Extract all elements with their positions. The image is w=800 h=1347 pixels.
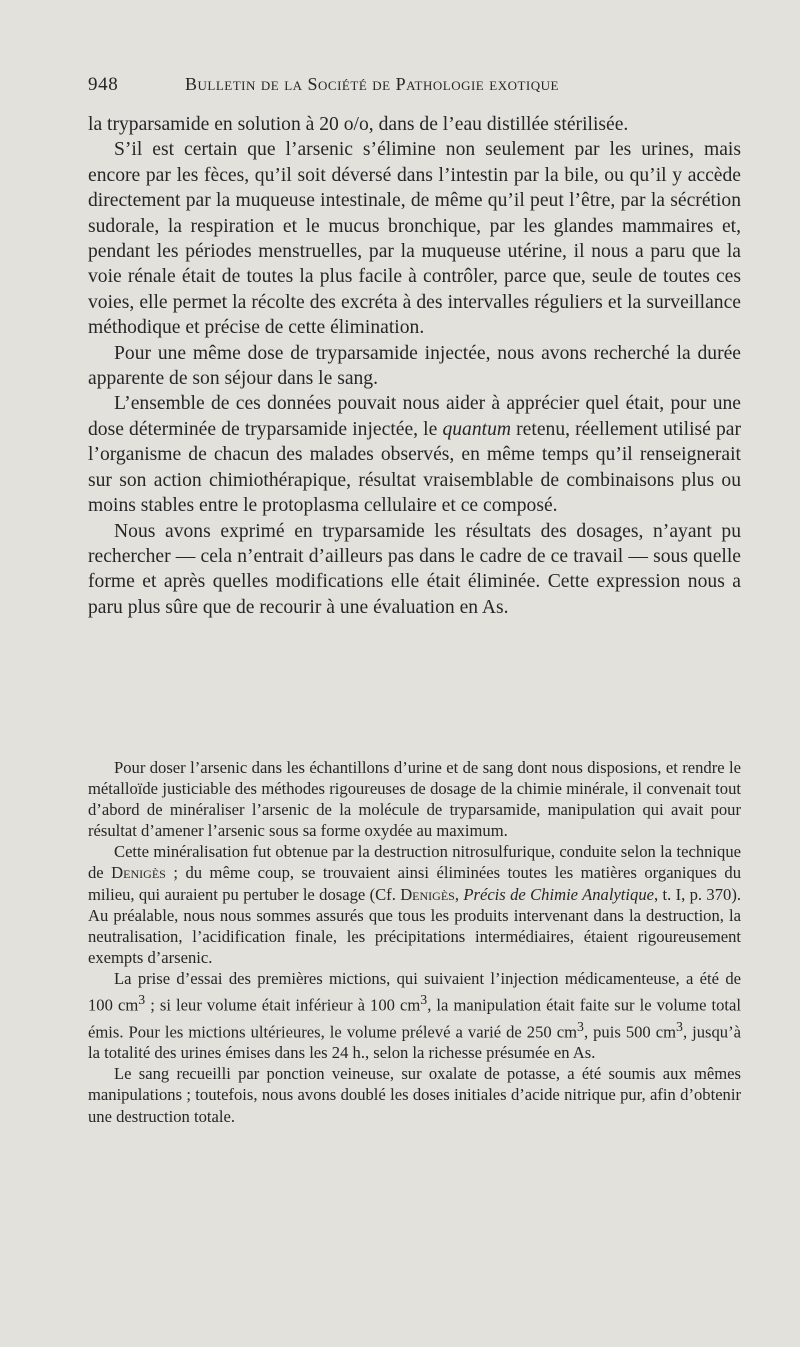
author-name: Denigès xyxy=(111,863,166,883)
paragraph: La prise d’essai des premières mictions, qui suivaient l’injection médicamenteuse, a été de 100 $cm^3$ ; si leur volume était inférieur à 100 $cm^3$, la manipulation était faite sur le volume total émis. Pour les mictions ultérieures, le volume prélevé a varié de 250 $cm^3$, puis 500 $cm^3$, jusqu’à la totalité des urines émises dans les 24 h., selon la richesse présumée en As. xyxy=(88,968,742,1063)
italic-term: quantum xyxy=(442,418,512,440)
page-header xyxy=(88,74,738,98)
author-name: Denigès xyxy=(400,884,455,904)
page-number: 948 xyxy=(88,74,119,95)
paragraph: Pour doser l’arsenic dans les échantillons d’urine et de sang dont nous disposions, et rendre le métalloïde justiciable des méthodes rigoureuses de dosage de la chimie minérale, il convenait tout d’abord de minéraliser l’arsenic de la molécule de tryparsamide, manipulation qui avait pour résultat d’amener l’arsenic sous sa forme oxydée au maximum. xyxy=(88,758,741,841)
methods-text xyxy=(88,757,741,1127)
paragraph: Pour une même dose de tryparsamide injectée, nous avons recherché la durée apparente de son séjour dans le sang. xyxy=(88,342,741,390)
paragraph: L’ensemble de ces données pouvait nous aider à apprécier quel était, pour une dose déterminée de tryparsamide injectée, le quantum retenu, réellement utilisé par l’organisme de chacun des malades observés, en même temps qu’il renseignerait sur son action chimiothérapique, résultat vraisemblable de combinaisons plus ou moins stables entre le protoplasma cellulaire et ce composé. xyxy=(88,393,741,517)
paragraph: Le sang recueilli par ponction veineuse, sur oxalate de potasse, a été soumis aux mêmes manipulations ; toutefois, nous avons doublé les doses initiales d’acide nitrique pur, afin d’obtenir une destruction totale. xyxy=(88,1064,741,1126)
paragraph: S’il est certain que l’arsenic s’élimine non seulement par les urines, mais encore par les fèces, qu’il soit déversé dans l’intestin par la bile, ou qu’il y accède directement par la muqueuse intestinale, de même qu’il peut l’être, par la sécrétion sudorale, la respiration et le mucus bronchique, par les glandes mammaires et, pendant les périodes menstruelles, par la muqueuse utérine, il nous a paru que la voie rénale était de toutes la plus facile à contrôler, parce que, seule de toutes ces voies, elle permet la récolte des excréta à des intervalles réguliers et la surveillance méthodique et précise de cette élimination. xyxy=(88,139,741,339)
book-title: Précis de Chimie Analytique xyxy=(463,884,654,904)
main-text xyxy=(88,112,741,620)
paragraph: Nous avons exprimé en tryparsamide les résultats des dosages, n’ayant pu rechercher — cela n’entrait d’ailleurs pas dans le cadre de ce travail — sous quelle forme et après quelles modifications elle était éliminée. Cette expression nous a paru plus sûre que de recourir à une évaluation en As. xyxy=(88,520,741,618)
paragraph: Cette minéralisation fut obtenue par la destruction nitrosulfurique, conduite selon la technique de Denigès ; du même coup, se trouvaient ainsi éliminées toutes les matières organiques du milieu, qui auraient pu pertuber le dosage (Cf. Denigès, Précis de Chimie Analytique, t. I, p. 370). Au préalable, nous nous sommes assurés que tous les produits intervenant dans la destruction, la neutralisation, l’acidification finale, les précipitations intermédiaires, étaient rigoureusement exempts d’arsenic. xyxy=(88,842,741,967)
paragraph: la tryparsamide en solution à 20 o/o, dans de l’eau distillée stérilisée. xyxy=(88,114,629,135)
running-title: Bulletin de la Société de Pathologie exotique xyxy=(185,74,559,94)
